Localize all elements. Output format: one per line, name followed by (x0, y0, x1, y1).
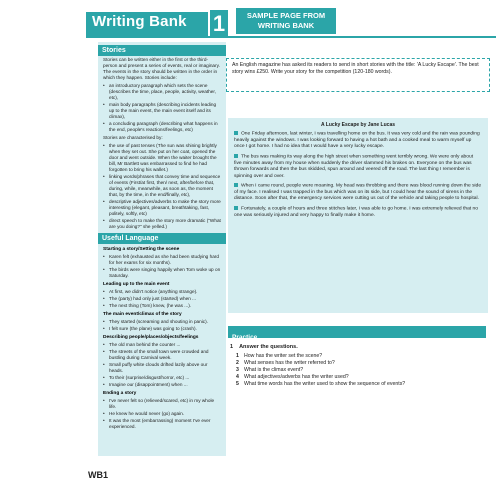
group-title: The main event/climax of the story (103, 312, 182, 317)
list-item: • The next thing (Tom) knew, (he was ...). (109, 303, 221, 309)
paragraph-marker-icon (234, 183, 238, 187)
story-paragraph (234, 131, 482, 151)
question-block (230, 344, 486, 388)
list-item: • Small puffy white clouds drifted lazily above our heads. (109, 362, 221, 374)
question-item-number: 2 (236, 360, 239, 366)
group-title: Ending a story (103, 391, 137, 396)
sample-story (228, 118, 488, 313)
question-item (230, 360, 486, 367)
question-item (230, 381, 486, 388)
question-item (230, 367, 486, 374)
list-item: • The (party) had only just (started) when ... (109, 296, 221, 302)
group-title: Describing people/places/objects/feelings (103, 335, 199, 340)
question-text: What senses has the writer referred to? (244, 360, 335, 366)
question-text: What is the climax event? (244, 367, 304, 373)
group-list (98, 254, 226, 279)
list-item: • The birds were singing happily when Tom woke up on Saturday. (109, 267, 221, 279)
list-item: • the use of past tenses (The sun was shining brightly when they set out. She put on her coat, opened the door and went outside. When the waiter brought the bill, Mr Bartlett was embarrassed to find he had forgotten to bring his wallet.) (109, 143, 221, 173)
list-item: • The old man behind the counter ... (109, 342, 221, 348)
question-item-number: 4 (236, 374, 239, 380)
question-item-number: 5 (236, 381, 239, 387)
unit-number: 1 (210, 10, 228, 38)
question-text: What adjectives/adverbs has the writer used? (244, 374, 349, 380)
page-title: Writing Bank (92, 13, 187, 30)
stories-intro: Stories can be written either in the first or the third-person and present a series of events, real or imaginary. The events in the story should be written in the order in which they happen. Stories include: (103, 57, 220, 80)
left-sidebar (98, 42, 226, 456)
paragraph-text: One Friday afternoon, last winter, I was travelling home on the bus. It was very cold and the rain was pounding heavily against the windows. I was looking forward to having a hot bath and a cooked meal to warm myself up once I got home. I had no idea that I would have a very lucky escape. (234, 131, 480, 150)
page-number: WB1 (88, 470, 108, 480)
story-paragraph (234, 206, 482, 219)
list-item: • linking words/phrases that convey time and sequence of events (First/at first, then/ next, after/before that, during, while, meanwhile, as soon as, the moment that, by the time, in the end/finally, etc), (109, 174, 221, 198)
list-item: • I felt sure (the plane) was going to (crash). (109, 326, 221, 332)
story-paragraph (234, 183, 482, 203)
list-item: • Imagine our (disappointment) when ... (109, 382, 221, 388)
paragraph-marker-icon (234, 206, 238, 210)
list-item: • The streets of the small town were crowded and bustling during Carnival week. (109, 349, 221, 361)
paragraph-marker-icon (234, 131, 238, 135)
header-rule (86, 36, 496, 38)
question-item-number: 1 (236, 353, 239, 359)
stories-list (98, 83, 226, 133)
practice-heading: Practice (232, 334, 258, 341)
list-item: • He knew he would never (go) again. (109, 411, 221, 417)
paragraph-text: When I came round, people were moaning. My head was throbbing and there was blood running down the side of my face. I realised I was trapped in the bus which was on its side, but I could hear the sound of sirens in the distance. Soon after that, the emergency services were cutting us out of the vehicle and taking people to hospital. (234, 183, 482, 202)
story-paragraph (234, 154, 482, 180)
list-item: • They started (screaming and shouting in panic). (109, 319, 221, 325)
question-item (230, 374, 486, 381)
list-item: • At first, we didn't notice (anything strange). (109, 289, 221, 295)
paragraph-marker-icon (234, 154, 238, 158)
char-list (98, 143, 226, 230)
list-item: • an introductory paragraph which sets the scene (describes the time, place, people, activity, weather, etc), (109, 83, 221, 101)
group-title: Starting a story/Setting the scene (103, 247, 180, 252)
list-item: • a concluding paragraph (describing what happens in the end, people's reactions/feelings, etc) (109, 121, 221, 133)
group-title: Leading up to the main event (103, 282, 170, 287)
question-item-number: 3 (236, 367, 239, 373)
list-item: • descriptive adjectives/adverbs to make the story more interesting (elegant, pleasant, breathtaking, fast, politely, softly, etc) (109, 199, 221, 217)
question-instruction (230, 344, 486, 351)
list-item: • I've never felt so (relieved/scared, etc) in my whole life. (109, 398, 221, 410)
question-item (230, 353, 486, 360)
question-text: What time words has the writer used to show the sequence of events? (244, 381, 406, 387)
group-list (98, 319, 226, 332)
list-item: • direct speech to make the story more dramatic ("What are you doing?" she yelled.) (109, 218, 221, 230)
practice-heading-bar (228, 326, 486, 341)
question-number: 1 (230, 344, 234, 350)
list-item: • To their (surprise/disgust/horror, etc) ... (109, 375, 221, 381)
paragraph-text: Fortunately, a couple of hours and three stitches later, I was able to go home. I was extremely relieved that no one was seriously injured and very happy to finally make it home. (234, 206, 478, 218)
question-text: How has the writer set the scene? (244, 353, 323, 359)
task-prompt: An English magazine has asked its readers to send in short stories with the title: 'A Lucky Escape'. The best story wins £250. Write your story for the competition (120-180 words). (226, 58, 490, 92)
group-list (98, 289, 226, 309)
story-title: A Lucky Escape by Jane Lucas (320, 122, 396, 128)
stories-heading: Stories (98, 45, 226, 56)
list-item: • Karen felt (exhausted as she had been studying hard for her exams for six months). (109, 254, 221, 266)
group-list (98, 342, 226, 388)
paragraph-text: The bus was making its way along the high street when something went terribly wrong. We were only about five minutes away from my house when suddenly the driver slammed his brakes on. Everyone on the bus was thrown forwards and then the bus skidded, spun around and veered off the road. The last thing I remember is spinning over and over. (234, 154, 474, 179)
list-item: • It was the most (embarrassing) moment I've ever experienced. (109, 418, 221, 430)
useful-language-heading: Useful Language (98, 233, 226, 244)
instruction-text: Answer the questions. (239, 344, 298, 350)
characterised-by: Stories are characterised by: (103, 135, 163, 140)
sample-label: SAMPLE PAGE FROM WRITING BANK (236, 8, 336, 34)
list-item: • main body paragraphs (describing incidents leading up to the main event, the main event itself and its climax), (109, 102, 221, 120)
group-list (98, 398, 226, 430)
